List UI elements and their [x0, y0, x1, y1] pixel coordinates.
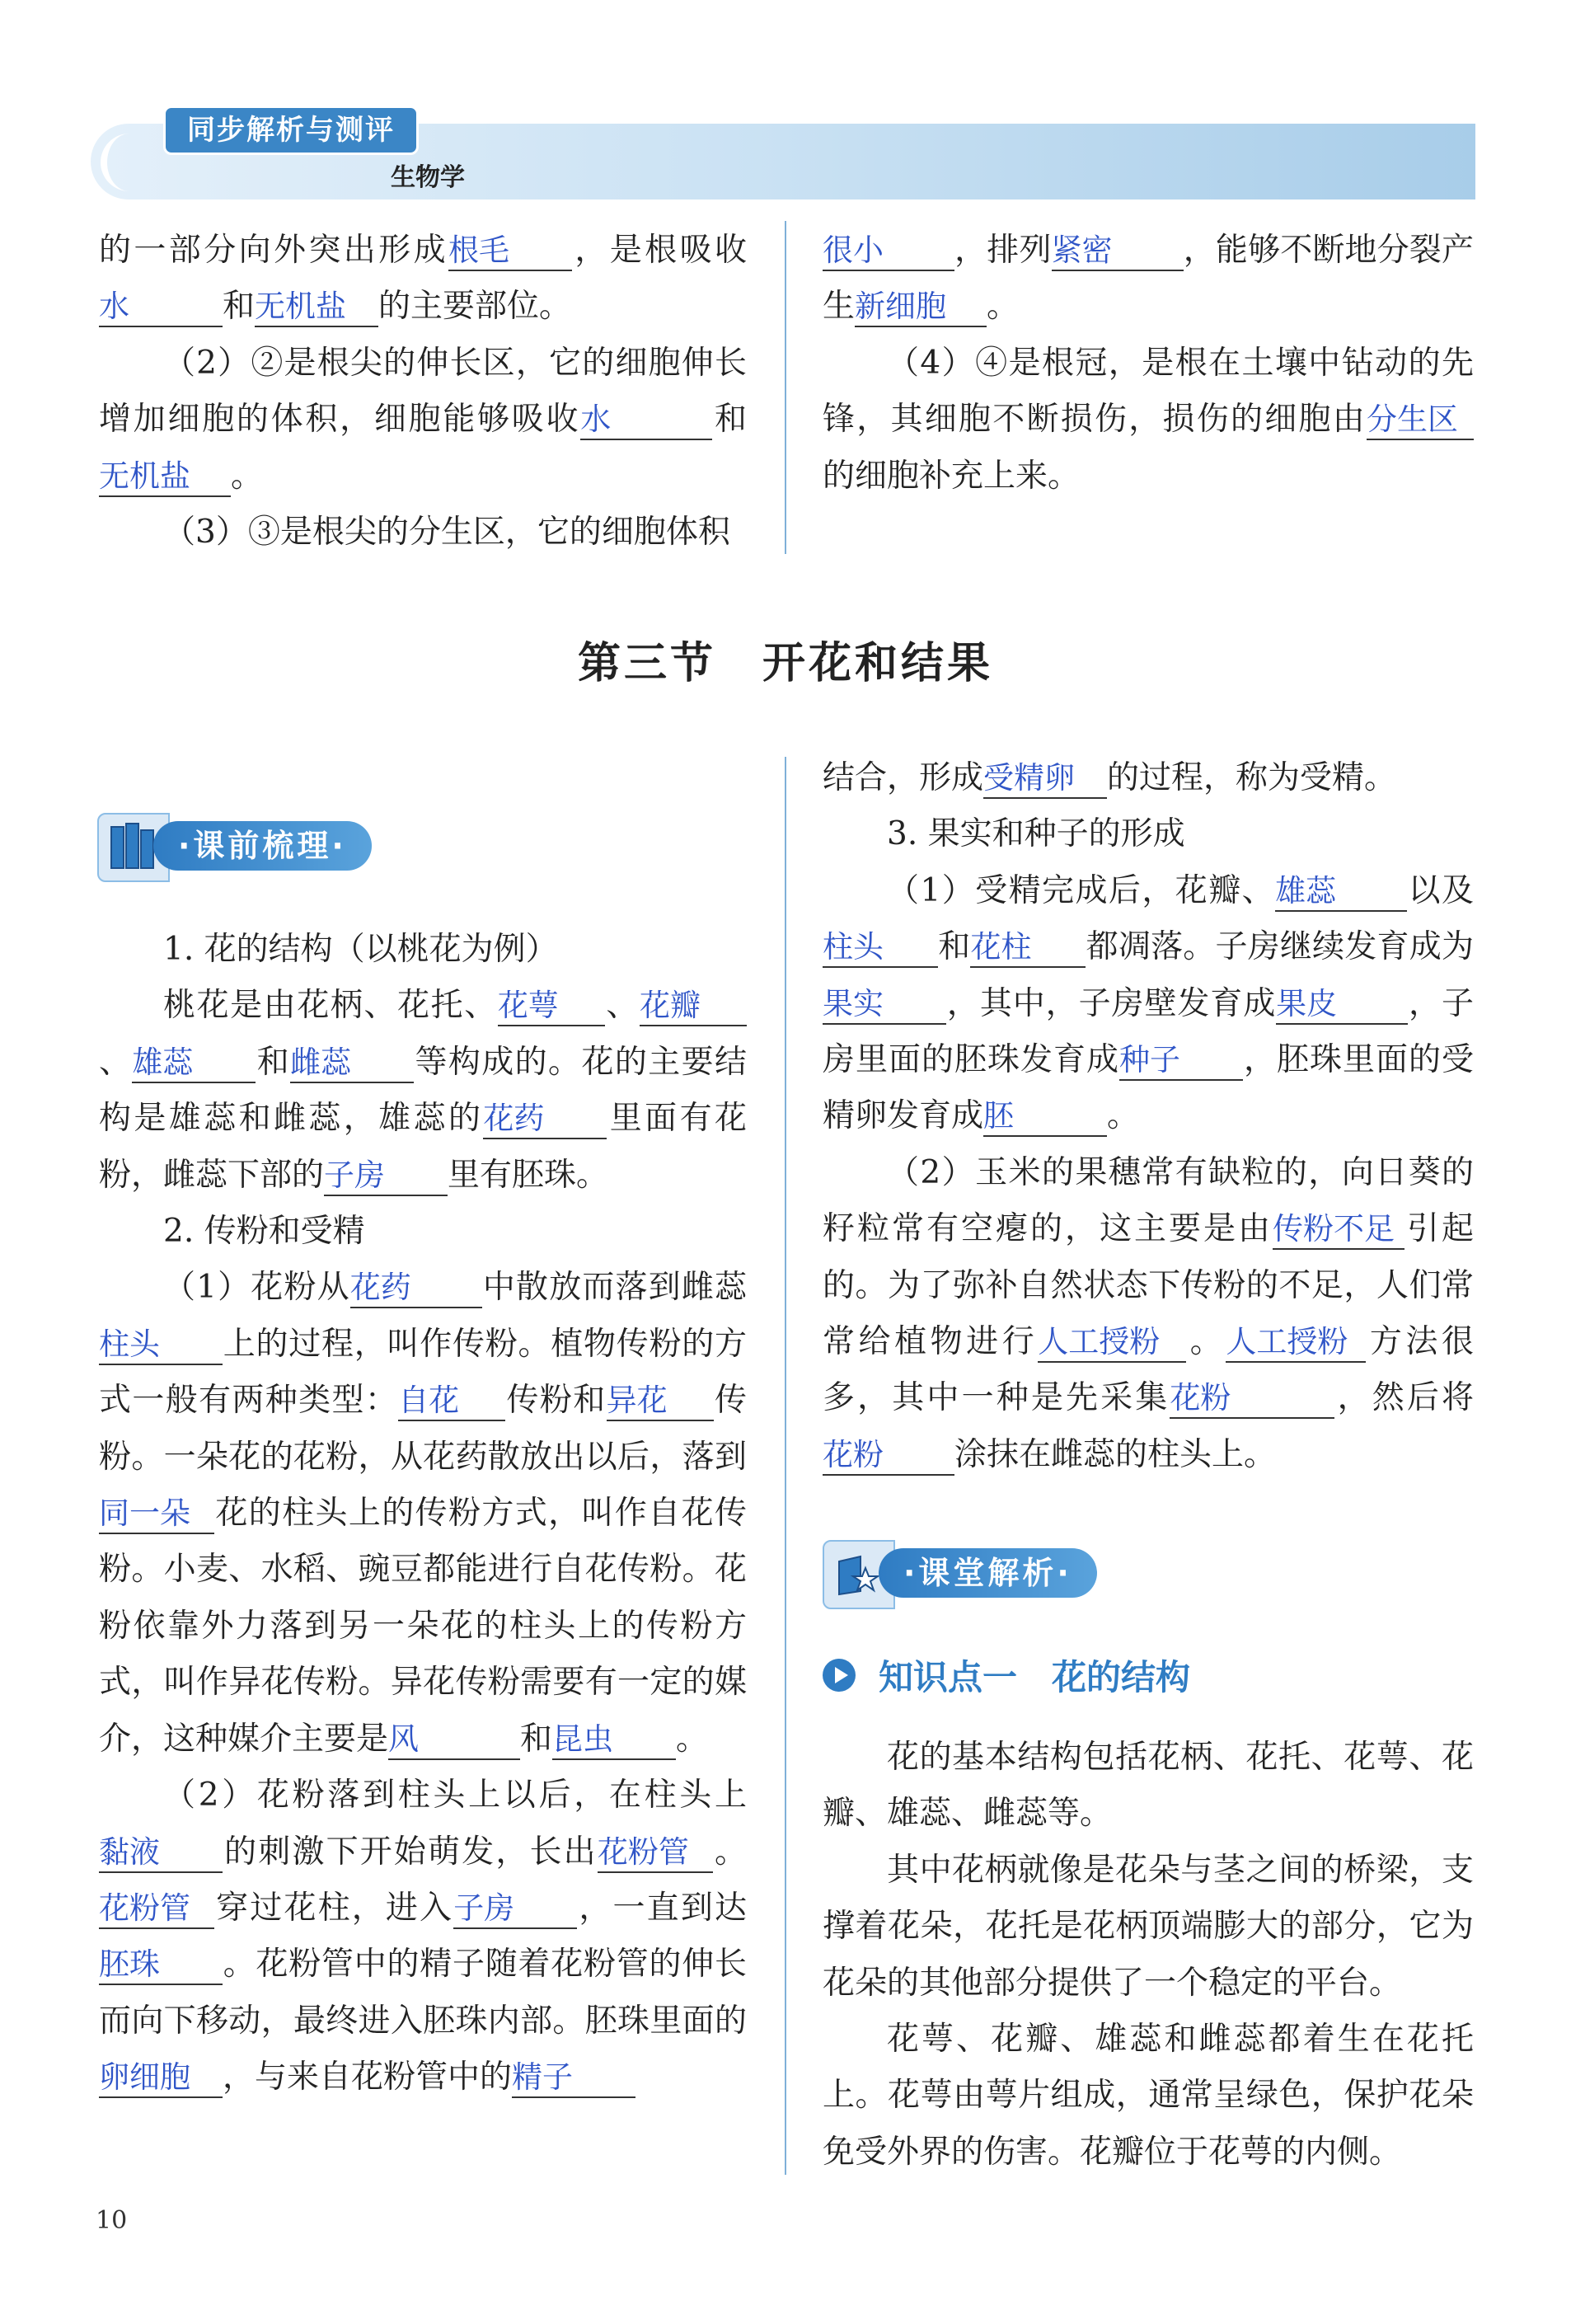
flower-structure-paragraph: 桃花是由花柄、花托、花萼 、花瓣、雄蕊 和雌蕊 等构成的。花的主要结构是雄蕊和雌蕊，雄蕊的花药 里面有花粉，雌蕊下部的子房 里有胚珠。	[99, 978, 747, 1204]
answer-blank: 果实	[823, 985, 946, 1025]
answer-blank: 水	[99, 288, 223, 327]
fruit-formation-paragraph: （1）受精完成后，花瓣、雄蕊 以及柱头 和花柱 都凋落。子房继续发育成为果实 ，其中，子房壁发育成果皮 ，子房里面的胚珠发育成种子 ，胚珠里面的受精卵发育成胚 。	[823, 863, 1474, 1145]
pollination-paragraph: （1）花粉从花药 中散放而落到雌蕊柱头 上的过程，叫作传粉。植物传粉的方式一般有两种类型：自花 传粉和异花 传粉。一朵花的花粉，从花药散放出以后，落到同一朵 花的柱头上的传粉方式，叫作自花传粉。小麦、水稻、豌豆都能进行自花传粉。花粉依靠外力落到另一朵花的柱头上的传粉方式，叫作异花传粉。异花传粉需要有一定的媒介，这种媒介主要是风 和昆虫 。	[99, 1260, 747, 1768]
kp-paragraph: 花萼、花瓣、雄蕊和雌蕊都着生在花托上。花萼由萼片组成，通常呈绿色，保护花朵免受外界的伤害。花瓣位于花萼的内侧。	[823, 2021, 1474, 2171]
banner-label: ·课前梳理·	[153, 821, 372, 871]
fertilization-cont-paragraph: 结合，形成受精卵 的过程，称为受精。	[823, 750, 1474, 806]
answer-blank: 花粉	[1170, 1379, 1334, 1419]
answer-blank: 风	[388, 1721, 520, 1760]
heading-flower-structure: 1. 花的结构（以桃花为例）	[163, 931, 558, 968]
play-icon	[823, 1659, 856, 1692]
answer-blank: 很小	[823, 232, 954, 271]
answer-blank: 卵细胞	[99, 2059, 223, 2098]
root-hair-paragraph: 的一部分向外突出形成根毛 ，是根吸收水 和无机盐 的主要部位。	[99, 223, 747, 336]
answer-blank: 种子	[1119, 1041, 1243, 1081]
elongation-paragraph: （2）②是根尖的伸长区，它的细胞伸长增加细胞的体积，细胞能够吸收水 和无机盐 。	[99, 336, 747, 505]
answer-blank: 传粉不足	[1273, 1210, 1405, 1250]
answer-blank: 花粉	[823, 1436, 954, 1476]
answer-blank: 无机盐	[255, 288, 378, 327]
page-number: 10	[96, 2206, 128, 2235]
meristem-paragraph: （3）③是根尖的分生区，它的细胞体积	[163, 514, 730, 552]
main-column-divider	[785, 757, 786, 2175]
answer-blank: 人工授粉	[1038, 1323, 1186, 1363]
answer-blank: 花瓣	[640, 987, 747, 1026]
heading-pollination: 2. 传粉和受精	[163, 1213, 365, 1251]
knowledge-point-heading	[823, 1650, 1190, 1700]
answer-blank: 异花	[607, 1382, 714, 1421]
banner-in-class	[823, 1540, 1169, 1606]
top-left-column	[99, 223, 747, 561]
book-star-icon	[836, 1553, 882, 1596]
section-title: 第三节 开花和结果	[577, 639, 993, 688]
answer-blank: 雄蕊	[1275, 872, 1407, 912]
page-header	[91, 106, 1475, 200]
answer-blank: 无机盐	[99, 458, 231, 497]
answer-blank: 花柱	[970, 928, 1086, 968]
main-right-column	[823, 750, 1474, 1483]
header-curve	[101, 134, 157, 191]
heading-fruit-seed: 3. 果实和种子的形成	[887, 815, 1185, 853]
answer-blank: 雌蕊	[290, 1044, 414, 1083]
answer-blank: 子房	[453, 1890, 577, 1929]
answer-blank: 新细胞	[855, 288, 987, 327]
answer-blank: 精子	[512, 2059, 635, 2098]
top-column-divider	[785, 221, 786, 554]
root-cap-paragraph: （4）④是根冠，是根在土壤中钻动的先锋，其细胞不断损伤，损伤的细胞由分生区的细胞补充上来。	[823, 344, 1474, 495]
answer-blank: 花粉管	[598, 1833, 713, 1873]
answer-blank: 昆虫	[552, 1721, 676, 1760]
answer-blank: 胚	[983, 1097, 1107, 1137]
meristem-cont-paragraph: 很小 ，排列紧密 ，能够不断地分裂产生新细胞 。	[823, 223, 1474, 336]
subject-label: 生物学	[391, 163, 465, 192]
answer-blank: 水	[580, 401, 712, 440]
artificial-pollination-paragraph: （2）玉米的果穗常有缺粒的，向日葵的籽粒常有空瘪的，这主要是由传粉不足 引起的。为了弥补自然状态下传粉的不足，人们常常给植物进行人工授粉 。人工授粉 方法很多，其中一种是先采集花粉 ，然后将花粉 涂抹在雌蕊的柱头上。	[823, 1145, 1474, 1483]
knowledge-point-body	[823, 1730, 1474, 2181]
answer-blank: 自花	[398, 1382, 505, 1421]
top-right-column	[823, 223, 1474, 505]
answer-blank: 雄蕊	[132, 1044, 256, 1083]
kp-paragraph: 其中花柄就像是花朵与茎之间的桥梁，支撑着花朵，花托是花柄顶端膨大的部分，它为花朵的其他部分提供了一个稳定的平台。	[823, 1851, 1474, 2002]
knowledge-point-title: 知识点一 花的结构	[879, 1657, 1191, 1697]
fertilization-paragraph: （2）花粉落到柱头上以后，在柱头上黏液 的刺激下开始萌发，长出花粉管 。花粉管 穿过花柱，进入子房 ，一直到达胚珠 。花粉管中的精子随着花粉管的伸长而向下移动，最终进入胚珠内部。胚珠里面的卵细胞 ，与来自花粉管中的精子	[99, 1768, 747, 2106]
answer-blank: 花药	[350, 1269, 482, 1308]
answer-blank: 紧密	[1052, 232, 1184, 271]
answer-blank: 果皮	[1276, 985, 1408, 1025]
answer-blank: 分生区	[1367, 401, 1474, 440]
answer-blank: 胚珠	[99, 1946, 223, 1985]
answer-blank: 花药	[483, 1100, 607, 1139]
kp-paragraph: 花的基本结构包括花柄、花托、花萼、花瓣、雄蕊、雌蕊等。	[823, 1739, 1474, 1833]
answer-blank: 同一朵	[99, 1495, 214, 1534]
main-left-column	[99, 922, 747, 2106]
series-title: 同步解析与测评	[163, 106, 419, 155]
answer-blank: 花粉管	[99, 1890, 214, 1929]
banner-pre-class	[97, 813, 443, 879]
answer-blank: 子房	[324, 1157, 448, 1196]
answer-blank: 受精卵	[983, 759, 1107, 799]
answer-blank: 人工授粉	[1226, 1323, 1366, 1363]
banner-label: ·课堂解析·	[879, 1548, 1097, 1598]
books-icon	[110, 826, 157, 869]
answer-blank: 柱头	[823, 928, 938, 968]
answer-blank: 花萼	[498, 987, 605, 1026]
answer-blank: 根毛	[448, 232, 572, 271]
answer-blank: 黏液	[99, 1833, 223, 1873]
answer-blank: 柱头	[99, 1326, 223, 1365]
